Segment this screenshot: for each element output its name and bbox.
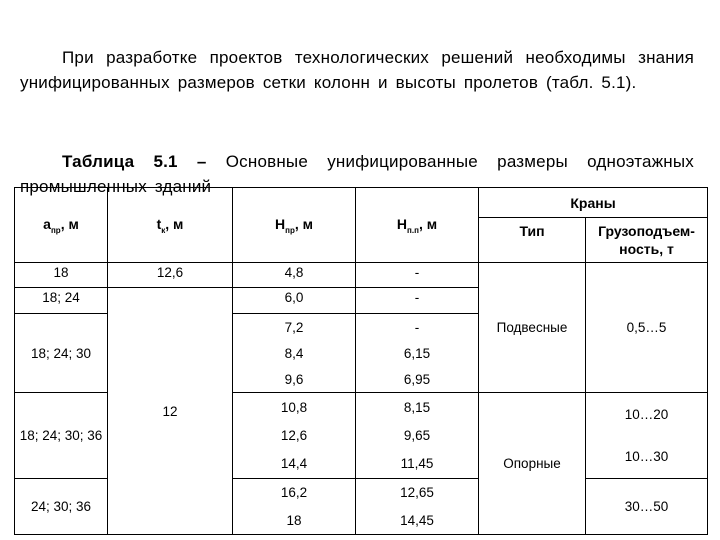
cell-rail-height-group (356, 393, 479, 479)
cell-rail-height: 12,65 (400, 485, 434, 501)
cell-height-group (233, 479, 356, 535)
cell-capacity: 0,5…5 (586, 263, 708, 393)
cell-capacity-group (586, 393, 708, 479)
cell-capacity: 30…50 (586, 479, 708, 535)
header-crane-capacity: Грузоподъем-ность, т (586, 218, 708, 263)
intro-text: При разработке проектов технологических решений необходимы знания унифицированных размеров сетки колонн и высоты пролетов (табл. 5.1). (20, 48, 694, 92)
cell-span: 18; 24; 30; 36 (15, 393, 108, 479)
header-cranes: Краны (479, 188, 708, 218)
header-span: $а_{пр}$, м (15, 188, 108, 263)
cell-column-step: 12 (108, 288, 233, 535)
cell-rail-height: 6,15 (403, 345, 431, 361)
cell-rail-height: - (414, 319, 420, 335)
header-column-step: $t_к$, м (108, 188, 233, 263)
header-row-1 (15, 188, 708, 218)
cell-height: 16,2 (280, 485, 308, 501)
caption-text: Основные унифицированные размеры одноэтажных промышленных зданий (20, 152, 694, 196)
cell-rail-height: 8,15 (403, 399, 431, 415)
table-row (15, 263, 708, 288)
cell-span: 18; 24 (15, 288, 108, 314)
dimensions-table (14, 187, 708, 535)
cell-span: 18 (15, 263, 108, 288)
cell-height: 7,2 (284, 319, 304, 335)
header-span-height: $Н_{пр}$, м (233, 188, 356, 263)
cell-height: 4,8 (233, 263, 356, 288)
cell-height: 18 (286, 512, 302, 528)
intro-paragraph (20, 45, 694, 95)
cell-crane-type: Подвесные (479, 263, 586, 393)
cell-span: 24; 30; 36 (15, 479, 108, 535)
cell-height-group (233, 314, 356, 393)
cell-height-group (233, 393, 356, 479)
cell-rail-height: 14,45 (400, 512, 434, 528)
cell-height: 10,8 (280, 399, 308, 415)
cell-rail-height: - (356, 263, 479, 288)
header-crane-rail-height: $Н_{п.п}$, м (356, 188, 479, 263)
cell-column-step: 12,6 (108, 263, 233, 288)
cell-height: 8,4 (284, 345, 304, 361)
caption-label: Таблица 5.1 – (62, 152, 207, 171)
cell-span: 18; 24; 30 (15, 314, 108, 393)
cell-rail-height-group (356, 314, 479, 393)
cell-height: 12,6 (280, 427, 308, 443)
cell-rail-height: 9,65 (403, 427, 431, 443)
cell-rail-height: - (356, 288, 479, 314)
cell-capacity: 10…20 (624, 406, 669, 422)
cell-crane-type: Опорные (479, 393, 586, 535)
cell-height: 6,0 (233, 288, 356, 314)
cell-rail-height: 6,95 (403, 371, 431, 387)
cell-rail-height-group (356, 479, 479, 535)
cell-height: 14,4 (280, 456, 308, 472)
cell-rail-height: 11,45 (400, 456, 434, 472)
cell-height: 9,6 (284, 371, 304, 387)
cell-capacity: 10…30 (624, 449, 669, 465)
header-crane-type: Тип (479, 218, 586, 263)
